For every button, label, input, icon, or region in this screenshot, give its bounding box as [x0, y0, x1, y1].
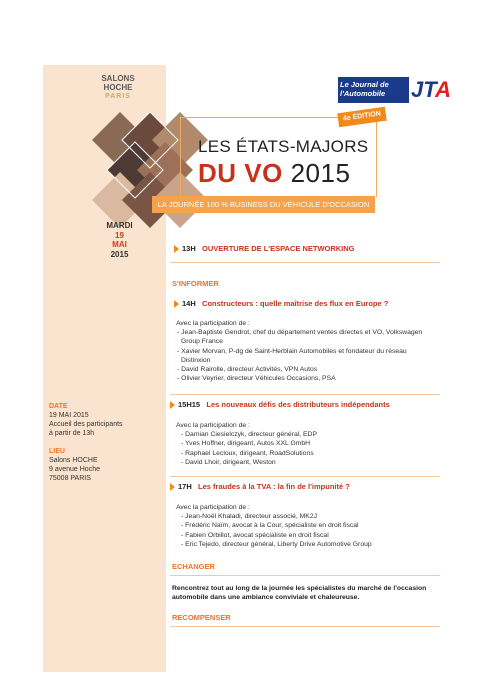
date-badge-day: MARDI — [106, 221, 133, 230]
title-duvo: DU VO — [198, 158, 283, 188]
session3-participants — [176, 503, 436, 549]
opening-time: 13H — [182, 244, 196, 253]
section-echanger: ECHANGER — [172, 562, 215, 571]
edition-badge: 4e ÉDITION — [337, 107, 386, 128]
title-line2 — [198, 158, 350, 189]
journal-automobile-logo — [338, 77, 409, 103]
divider — [170, 394, 440, 395]
jta-t: T — [423, 77, 436, 102]
session2-time: 15H15 — [178, 400, 201, 409]
participant: - Raphael Lecloux, dirigeant, RoadSolutions — [181, 449, 314, 457]
title-line1: LES ÉTATS-MAJORS — [198, 137, 369, 156]
lieu-line: 9 avenue Hoche — [49, 466, 100, 473]
logo-line1: SALONS — [101, 74, 135, 83]
participant: - Fabien Orbillot, avocat spécialiste en droit fiscal — [181, 531, 329, 539]
bullet-triangle-icon — [174, 300, 179, 308]
title-year: 2015 — [290, 158, 351, 188]
date-badge — [97, 221, 142, 259]
bullet-triangle-icon — [170, 483, 175, 491]
logo-line3: PARIS — [105, 93, 131, 100]
lieu-line: 75008 PARIS — [49, 475, 91, 482]
session1-participants — [176, 319, 436, 383]
divider — [170, 575, 440, 576]
participant: - David Lhoir, dirigeant, Weston — [181, 458, 276, 466]
jta-a: A — [435, 77, 451, 102]
session2-topic: Les nouveaux défis des distributeurs indépendants — [206, 400, 390, 409]
opening-row — [174, 244, 355, 253]
date-line: Accueil des participants — [49, 421, 123, 428]
session2-participants — [176, 421, 436, 467]
date-badge-month: MAI — [112, 240, 127, 249]
divider — [170, 262, 440, 263]
participant: - Eric Tejedo, directeur général, Liberty Drive Automotive Group — [181, 540, 372, 548]
session3-time: 17H — [178, 482, 192, 491]
tagline-banner: LA JOURNÉE 100 % BUSINESS DU VÉHICULE D'OCCASION — [152, 196, 375, 213]
participants-intro: Avec la participation de : — [176, 422, 250, 429]
echanger-text: Rencontrez tout au long de la journée les spécialistes du marché de l'occasion automobile dans une ambiance conviviale et chaleureuse. — [172, 585, 427, 602]
jda-line1: Le Journal de — [340, 80, 389, 89]
jta-logo — [411, 77, 455, 103]
date-line: à partir de 13h — [49, 430, 95, 437]
info-block — [49, 402, 159, 483]
logo-line2: HOCHE — [103, 83, 133, 92]
participant: - Olivier Veyrier, directeur Véhicules Occasions, PSA — [177, 375, 336, 383]
date-line: 19 MAI 2015 — [49, 412, 89, 419]
section-informer: S'INFORMER — [172, 279, 219, 288]
participant: - Frédéric Naïm, avocat à la Cour, spécialiste en droit fiscal — [181, 522, 359, 530]
jta-j: J — [411, 77, 424, 102]
salons-hoche-logo — [88, 74, 148, 101]
bullet-triangle-icon — [174, 245, 179, 253]
lieu-line: Salons HOCHE — [49, 457, 98, 464]
participant: - Jean-Baptiste Gendrot, chef du département ventes directes et VO, Volkswagen Group France — [177, 329, 423, 346]
participant: - Damian Ciesielczyk, directeur général, EDP — [181, 431, 317, 439]
participant: - Xavier Morvan, P-dg de Saint-Herblain Automobiles et fondateur du réseau Distinxion — [177, 347, 407, 364]
session1-row — [174, 299, 388, 308]
date-badge-num: 19 — [115, 230, 124, 240]
session3-topic: Les fraudes à la TVA : la fin de l'impunité ? — [198, 482, 350, 491]
divider — [170, 476, 440, 477]
session2-row — [170, 400, 390, 409]
date-badge-year: 2015 — [110, 249, 129, 259]
participant: - David Rairolle, directeur Activités, VPN Autos — [177, 366, 318, 374]
participant: - Jean-Noël Khaladi, directeur associé, MK2J — [181, 513, 318, 521]
jda-line2: l'Automobile — [340, 89, 386, 98]
bullet-triangle-icon — [170, 401, 175, 409]
date-label: DATE — [49, 403, 68, 410]
opening-topic: OUVERTURE DE L'ESPACE NETWORKING — [202, 244, 355, 253]
session1-topic: Constructeurs : quelle maîtrise des flux en Europe ? — [202, 299, 389, 308]
lieu-label: LIEU — [49, 448, 65, 455]
divider — [170, 626, 440, 627]
session3-row — [170, 482, 350, 491]
section-recompenser: RECOMPENSER — [172, 613, 231, 622]
session1-time: 14H — [182, 299, 196, 308]
participants-intro: Avec la participation de : — [176, 504, 250, 511]
participant: - Yves Hoffner, dirigeant, Autos XXL GmbH — [181, 440, 311, 448]
participants-intro: Avec la participation de : — [176, 320, 250, 327]
